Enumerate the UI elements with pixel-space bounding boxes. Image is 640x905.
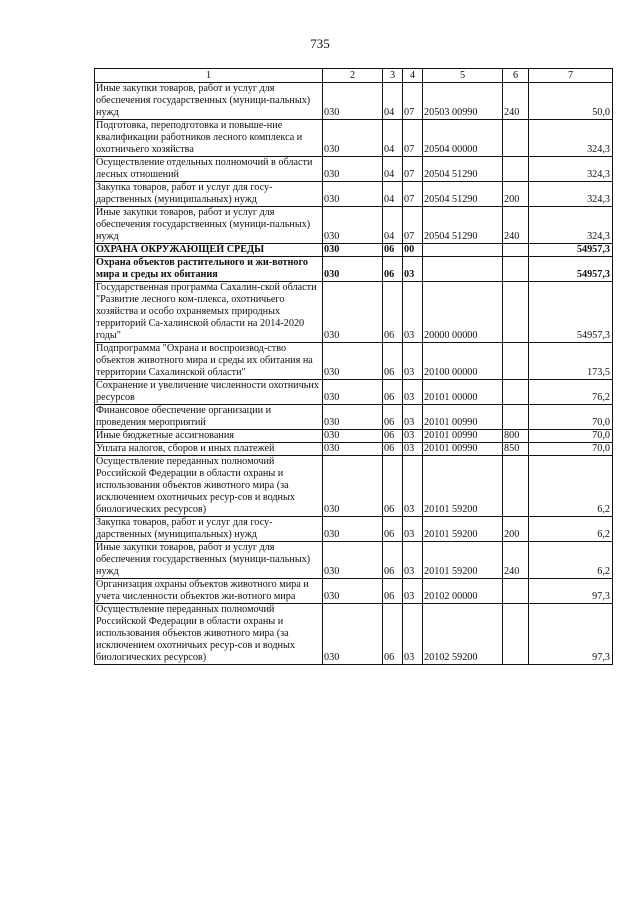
row-amount-cell: 70,0 — [529, 443, 613, 456]
row-expense-type-cell: 240 — [503, 542, 529, 579]
row-expense-type-cell — [503, 579, 529, 604]
row-expense-type-cell — [503, 405, 529, 430]
row-section-cell: 04 — [383, 157, 403, 182]
row-code-cell: 030 — [323, 604, 383, 665]
table-row — [95, 517, 613, 542]
row-name-cell: Организация охраны объектов животного мира и учета численности объектов жи-вотного мира — [95, 579, 323, 604]
row-expense-type-cell: 800 — [503, 430, 529, 443]
header-cell-2: 2 — [323, 69, 383, 83]
row-subsection-cell: 07 — [403, 157, 423, 182]
row-target-cell: 20504 51290 — [423, 157, 503, 182]
header-row — [95, 69, 613, 83]
table-row — [95, 579, 613, 604]
row-amount-cell: 6,2 — [529, 542, 613, 579]
row-subsection-cell: 03 — [403, 456, 423, 517]
row-amount-cell: 324,3 — [529, 207, 613, 244]
row-subsection-cell: 03 — [403, 517, 423, 542]
table-row — [95, 244, 613, 257]
row-amount-cell: 70,0 — [529, 430, 613, 443]
row-amount-cell: 6,2 — [529, 517, 613, 542]
row-subsection-cell: 03 — [403, 380, 423, 405]
row-section-cell: 04 — [383, 83, 403, 120]
row-section-cell: 06 — [383, 244, 403, 257]
row-target-cell: 20101 59200 — [423, 456, 503, 517]
row-section-cell: 06 — [383, 542, 403, 579]
row-expense-type-cell — [503, 380, 529, 405]
table-row — [95, 157, 613, 182]
row-section-cell: 06 — [383, 443, 403, 456]
table-row — [95, 443, 613, 456]
row-name-cell: Иные закупки товаров, работ и услуг для обеспечения государственных (муници-пальных) нужд — [95, 83, 323, 120]
row-target-cell: 20504 51290 — [423, 207, 503, 244]
row-name-cell: Подготовка, переподготовка и повыше-ние квалификации работников лесного комплекса и охотничьего хозяйства — [95, 120, 323, 157]
row-expense-type-cell — [503, 343, 529, 380]
row-expense-type-cell — [503, 244, 529, 257]
row-amount-cell: 54957,3 — [529, 282, 613, 343]
row-target-cell: 20101 00990 — [423, 430, 503, 443]
header-cell-4: 4 — [403, 69, 423, 83]
row-target-cell: 20503 00990 — [423, 83, 503, 120]
row-target-cell — [423, 257, 503, 282]
row-name-cell: Подпрограмма "Охрана и воспроизвод-ство объектов животного мира и среды их обитания на территории Сахалинской области" — [95, 343, 323, 380]
row-name-cell: Уплата налогов, сборов и иных платежей — [95, 443, 323, 456]
row-code-cell: 030 — [323, 244, 383, 257]
row-code-cell: 030 — [323, 182, 383, 207]
row-code-cell: 030 — [323, 405, 383, 430]
row-amount-cell: 70,0 — [529, 405, 613, 430]
row-name-cell: Финансовое обеспечение организации и проведения мероприятий — [95, 405, 323, 430]
row-subsection-cell: 03 — [403, 405, 423, 430]
row-amount-cell: 173,5 — [529, 343, 613, 380]
row-name-cell: Иные закупки товаров, работ и услуг для обеспечения государственных (муници-пальных) нужд — [95, 207, 323, 244]
row-subsection-cell: 07 — [403, 182, 423, 207]
header-cell-1: 1 — [95, 69, 323, 83]
row-code-cell: 030 — [323, 83, 383, 120]
row-amount-cell: 50,0 — [529, 83, 613, 120]
row-name-cell: Осуществление отдельных полномочий в области лесных отношений — [95, 157, 323, 182]
table-row — [95, 182, 613, 207]
row-section-cell: 04 — [383, 182, 403, 207]
row-amount-cell: 324,3 — [529, 182, 613, 207]
row-name-cell: Осуществление переданных полномочий Российской Федерации в области охраны и использования объектов животного мира (за исключением охотничьих ресур-сов и водных биологических ресурсов) — [95, 456, 323, 517]
row-section-cell: 04 — [383, 120, 403, 157]
row-expense-type-cell — [503, 604, 529, 665]
row-section-cell: 06 — [383, 343, 403, 380]
row-code-cell: 030 — [323, 343, 383, 380]
header-cell-5: 5 — [423, 69, 503, 83]
row-code-cell: 030 — [323, 542, 383, 579]
table-row — [95, 257, 613, 282]
row-target-cell: 20102 59200 — [423, 604, 503, 665]
row-expense-type-cell: 200 — [503, 182, 529, 207]
row-subsection-cell: 03 — [403, 542, 423, 579]
row-code-cell: 030 — [323, 257, 383, 282]
table-row — [95, 604, 613, 665]
row-expense-type-cell: 200 — [503, 517, 529, 542]
row-amount-cell: 324,3 — [529, 157, 613, 182]
row-code-cell: 030 — [323, 579, 383, 604]
row-expense-type-cell — [503, 456, 529, 517]
table-row — [95, 405, 613, 430]
row-amount-cell: 324,3 — [529, 120, 613, 157]
row-target-cell: 20101 00990 — [423, 443, 503, 456]
row-expense-type-cell — [503, 157, 529, 182]
row-subsection-cell: 07 — [403, 120, 423, 157]
row-section-cell: 06 — [383, 579, 403, 604]
row-code-cell: 030 — [323, 282, 383, 343]
row-subsection-cell: 03 — [403, 257, 423, 282]
row-amount-cell: 76,2 — [529, 380, 613, 405]
row-target-cell: 20101 00000 — [423, 380, 503, 405]
row-section-cell: 06 — [383, 604, 403, 665]
table-row — [95, 542, 613, 579]
row-expense-type-cell: 240 — [503, 207, 529, 244]
row-code-cell: 030 — [323, 157, 383, 182]
row-expense-type-cell — [503, 282, 529, 343]
row-section-cell: 04 — [383, 207, 403, 244]
header-cell-6: 6 — [503, 69, 529, 83]
row-section-cell: 06 — [383, 257, 403, 282]
row-name-cell: ОХРАНА ОКРУЖАЮЩЕЙ СРЕДЫ — [95, 244, 323, 257]
row-target-cell — [423, 244, 503, 257]
row-expense-type-cell: 850 — [503, 443, 529, 456]
table-row — [95, 282, 613, 343]
row-name-cell: Закупка товаров, работ и услуг для госу-дарственных (муниципальных) нужд — [95, 517, 323, 542]
row-name-cell: Государственная программа Сахалин-ской области "Развитие лесного ком-плекса, охотничьего хозяйства и особо охраняемых природных территорий Са-халинской области на 2014-2020 годы" — [95, 282, 323, 343]
row-subsection-cell: 03 — [403, 430, 423, 443]
row-section-cell: 06 — [383, 456, 403, 517]
row-target-cell: 20000 00000 — [423, 282, 503, 343]
row-target-cell: 20504 51290 — [423, 182, 503, 207]
row-code-cell: 030 — [323, 456, 383, 517]
row-name-cell: Иные закупки товаров, работ и услуг для обеспечения государственных (муници-пальных) нужд — [95, 542, 323, 579]
table-row — [95, 380, 613, 405]
row-code-cell: 030 — [323, 517, 383, 542]
row-subsection-cell: 07 — [403, 207, 423, 244]
row-expense-type-cell: 240 — [503, 83, 529, 120]
row-amount-cell: 54957,3 — [529, 257, 613, 282]
row-name-cell: Закупка товаров, работ и услуг для госу-дарственных (муниципальных) нужд — [95, 182, 323, 207]
row-section-cell: 06 — [383, 380, 403, 405]
row-target-cell: 20100 00000 — [423, 343, 503, 380]
row-expense-type-cell — [503, 257, 529, 282]
row-target-cell: 20504 00000 — [423, 120, 503, 157]
table-row — [95, 430, 613, 443]
row-target-cell: 20102 00000 — [423, 579, 503, 604]
row-code-cell: 030 — [323, 120, 383, 157]
budget-table — [94, 68, 613, 665]
row-section-cell: 06 — [383, 517, 403, 542]
row-code-cell: 030 — [323, 443, 383, 456]
header-cell-7: 7 — [529, 69, 613, 83]
row-subsection-cell: 03 — [403, 282, 423, 343]
row-subsection-cell: 07 — [403, 83, 423, 120]
row-code-cell: 030 — [323, 380, 383, 405]
table-row — [95, 83, 613, 120]
row-subsection-cell: 03 — [403, 604, 423, 665]
row-section-cell: 06 — [383, 405, 403, 430]
header-cell-3: 3 — [383, 69, 403, 83]
row-target-cell: 20101 59200 — [423, 517, 503, 542]
row-name-cell: Осуществление переданных полномочий Российской Федерации в области охраны и использования объектов животного мира (за исключением охотничьих ресур-сов и водных биологических ресурсов) — [95, 604, 323, 665]
row-subsection-cell: 03 — [403, 579, 423, 604]
table-row — [95, 120, 613, 157]
row-target-cell: 20101 59200 — [423, 542, 503, 579]
row-subsection-cell: 00 — [403, 244, 423, 257]
row-amount-cell: 6,2 — [529, 456, 613, 517]
row-name-cell: Охрана объектов растительного и жи-вотного мира и среды их обитания — [95, 257, 323, 282]
row-section-cell: 06 — [383, 430, 403, 443]
row-target-cell: 20101 00990 — [423, 405, 503, 430]
row-expense-type-cell — [503, 120, 529, 157]
table-row — [95, 343, 613, 380]
row-section-cell: 06 — [383, 282, 403, 343]
row-amount-cell: 54957,3 — [529, 244, 613, 257]
row-subsection-cell: 03 — [403, 443, 423, 456]
row-code-cell: 030 — [323, 207, 383, 244]
page-number: 735 — [310, 36, 330, 51]
row-subsection-cell: 03 — [403, 343, 423, 380]
table-row — [95, 207, 613, 244]
row-name-cell: Сохранение и увеличение численности охотничьих ресурсов — [95, 380, 323, 405]
row-amount-cell: 97,3 — [529, 579, 613, 604]
table-row — [95, 456, 613, 517]
row-code-cell: 030 — [323, 430, 383, 443]
row-name-cell: Иные бюджетные ассигнования — [95, 430, 323, 443]
row-amount-cell: 97,3 — [529, 604, 613, 665]
